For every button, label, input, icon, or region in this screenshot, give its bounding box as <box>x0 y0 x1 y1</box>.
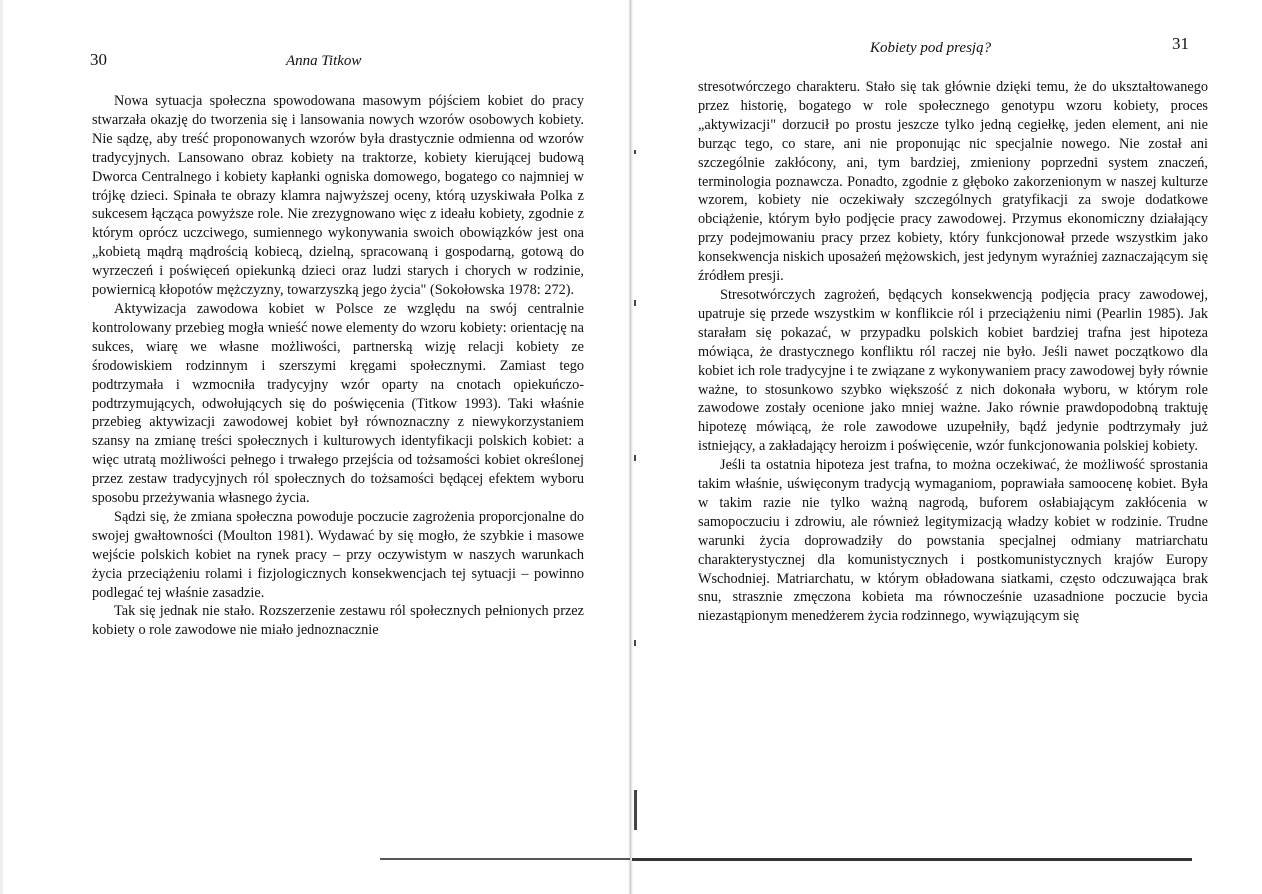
page-number: 31 <box>1172 34 1189 53</box>
paragraph: Tak się jednak nie stało. Rozszerzenie zestawu ról społecznych pełnionych przez kobiety o role zawodowe nie miało jednoznacznie <box>92 603 584 639</box>
margin-mark <box>634 300 636 306</box>
page-number: 30 <box>90 50 107 69</box>
scan-edge-rule <box>632 858 1192 861</box>
right-page <box>632 0 1262 894</box>
scan-edge-rule <box>380 858 630 860</box>
body-text <box>92 92 584 640</box>
running-head: Kobiety pod presją? <box>870 40 992 56</box>
paragraph: Stresotwórczych zagrożeń, będących konsekwencją podjęcia pracy zawodowej, upatruje się przede wszystkim w konflikcie ról i przeciążeniu nimi (Pearlin 1985). Jak starałam się pokazać, w przypadku polskich kobiet bardziej trafna jest hipoteza mówiąca, że drastycznego konfliktu ról raczej nie było. Jeśli nawet początkowo dla kobiet ich role tradycyjne i te związane z wykonywaniem pracy zawodowej były równie ważne, to stosunkowo szybko większość z nich dokonała wyboru, w którym role zawodowe zostały ocenione jako mniej ważne. Jako równie prawdopodobną traktuję hipotezę mówiącą, że role zawodowe uzupełniły, bądź jedynie podtrzymały już istniejący, a zakładający heroizm i poświęcenie, wzór funkcjonowania polskiej kobiety. <box>698 286 1208 455</box>
margin-mark <box>634 790 637 830</box>
paragraph: Sądzi się, że zmiana społeczna powoduje poczucie zagrożenia proporcjonalne do swojej gwałtowności (Moulton 1981). Wydawać by się mogło, że szybkie i masowe wejście polskich kobiet na rynek pracy – przy oczywistym w naszych warunkach życia przeciążeniu rolami i fizjologicznych konsekwencjach tej sytuacji – powinno podlegać tej właśnie zasadzie. <box>92 508 584 601</box>
paragraph: stresotwórczego charakteru. Stało się tak głównie dzięki temu, że do ukształtowanego przez historię, bogatego w role społecznego genotypu wzoru kobiety, proces „aktywizacji" dorzucił po prostu jeszcze tylko jedną cegiełkę, jeden element, ani nie burząc tego, co stare, ani nie proponując nic specjalnie nowego. Nie został ani szczególnie zakłócony, ani, tym bardziej, zmieniony poprzedni system znaczeń, terminologia poznawcza. Ponadto, zgodnie z głęboko zakorzenionym w naszej kulturze wzorem, kobiety nie oczekiwały szczególnych gratyfikacji za swoje dodatkowe obciążenie, którym było podjęcie pracy zawodowej. Przymus ekonomiczny działający przy podejmowaniu pracy przez kobiety, który funkcjonował przede wszystkim jako konsekwencja niskich uposażeń mężowskich, jest jedynym wyraźniej zaznaczającym się źródłem presji. <box>698 79 1208 285</box>
margin-mark <box>634 150 636 154</box>
body-text <box>698 78 1208 626</box>
running-head: Anna Titkow <box>286 53 362 69</box>
paragraph: Aktywizacja zawodowa kobiet w Polsce ze względu na swój centralnie kontrolowany przebieg mogła wnieść nowe elementy do wzoru kobiety: orientację na sukces, wiarę we własne możliwości, partnerską wizję relacji kobiety ze środowiskiem rodzinnym i szerszymi kręgami społecznymi. Zamiast tego podtrzymała i wzmocniła tradycyjny wzór oparty na cnotach opiekuńczo-podtrzymujących, odwołujących się do poświęcenia (Titkow 1993). Taki właśnie przebieg aktywizacji zawodowej kobiet był równoznaczny z niewykorzystaniem szansy na zmianę treści społecznych i kulturowych identyfikacji polskich kobiet: a więc utratą możliwości pełnego i trwałego przejścia od tożsamości kobiet określonej przez zestaw tradycyjnych ról społecznych do tożsamości będącej efektem wyboru sposobu przeżywania własnego życia. <box>92 300 584 507</box>
margin-mark <box>634 640 636 646</box>
paragraph: Nowa sytuacja społeczna spowodowana masowym pójściem kobiet do pracy stwarzała okazję do tworzenia się i lansowania nowych wzorów osobowych kobiety. Nie sądzę, aby treść proponowanych wzorów była drastycznie odmienna od wzorów tradycyjnych. Lansowano obraz kobiety na traktorze, kobiety kierującej budową Dworca Centralnego i kobiety kapłanki ogniska domowego, bogatego co najmniej w trójkę dzieci. Spinała te obrazy klamra najwyższej oceny, którą uzyskiwała Polka z sukcesem łącząca powyższe role. Nie zrezygnowano więc z ideału kobiety, zgodnie z którym oprócz uczciwego, sumiennego wykonywania swoich obowiązków jest ona „kobietą mądrą mądrością kobiecą, dzielną, spracowaną i gospodarną, gotową do wyrzeczeń i poświęceń opiekunką dzieci oraz ludzi starych i chorych w rodzinie, powiernicą kłopotów mężczyzny, towarzyszką jego życia" (Sokołowska 1978: 272). <box>92 93 584 299</box>
paragraph: Jeśli ta ostatnia hipoteza jest trafna, to można oczekiwać, że możliwość sprostania takim właśnie, uświęconym tradycją wymaganiom, poprawiała samoocenę kobiet. Była w takim razie nie tylko ważną nagrodą, buforem osłabiającym zakłócenia w samopoczuciu i zdrowiu, ale również legitymizacją władzy kobiet w rodzinie. Trudne warunki życia doprowadziły do powstania specjalnej odmiany matriarchatu charakterystycznej dla komunistycznych i postkomunistycznych krajów Europy Wschodniej. Matriarchatu, w którym obładowana siatkami, często odczuwająca brak snu, strasznie zmęczona kobieta ma równocześnie uzasadnione poczucie bycia niezastąpionym menedżerem życia rodzinnego, wywiązującym się <box>698 457 1208 625</box>
margin-mark <box>634 455 636 461</box>
